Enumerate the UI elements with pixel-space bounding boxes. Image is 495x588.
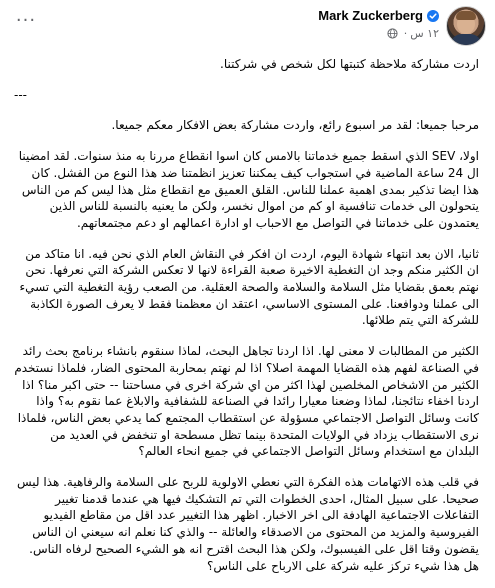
post-paragraph-outage: اولا، SEV الذي اسقط جميع خدماتنا بالامس كان اسوا انقطاع مررنا به منذ سنوات. لقد امضينا ال 24 ساعة الماضية في استجواب كيف يمكننا تعزيز انظمتنا ضد هذا النوع من الفشل. كان هذا ايضا تذكير بمدى اهمية عملنا للناس. القلق العميق مع انقطاع مثل هذا ليس كم من الناس يتحولون الى خدمات تنافسية او كم من اموال نخسر، ولكن ما يعنيه بالنسبة للناس الذين يعتمدون على خدماتنا في التواصل مع الاحباب او ادارة اعمالهم او دعم مجتمعاتهم.	[18, 149, 479, 230]
post-meta	[387, 27, 439, 40]
post-paragraph-intro: اردت مشاركة ملاحظة كتبتها لكل شخص في شركتنا.	[220, 57, 479, 71]
post-paragraph-greeting: مرحبا جميعا: لقد مر اسبوع رائع، واردت مشاركة بعض الافكار معكم جميعا.	[111, 118, 479, 133]
post-paragraph-claims: الكثير من المطالبات لا معنى لها. اذا اردنا تجاهل البحث، لماذا سنقوم بانشاء برنامج بحث رائد في الصناعة لفهم هذه القضايا المهمة اصلا؟ اذا لم نهتم بمحاربة المحتوى الضار، فلماذا نستخدم الكثير من الاشخاص المخلصين لهذا اكثر من اي شركة اخرى في مساحتنا -- حتى اكبر منا؟ اذا اردنا اخفاء نتائجنا، لماذا وضعنا معيارا رائدا في الصناعة للشفافية والابلاغ عما نقوم به؟ واذا كانت وسائل التواصل الاجتماعي مسؤولة عن استقطاب المجتمع كما يدعي بعض الناس، فلماذا نرى الاستقطاب يزداد في الولايات المتحدة بينما تظل مسطحة او تنخفض في العديد من البلدان مع استخدام وسائل التواصل الاجتماعي في جميع انحاء العالم؟	[14, 344, 479, 459]
post-header	[0, 0, 495, 52]
post-paragraph-profit: في قلب هذه الاتهامات هذه الفكرة التي نعطي الاولوية للربح على السلامة والرفاهية. هذا ليس صحيحا. على سبيل المثال، احدى الخطوات التي تم التشكيك فيها هي عندما قدمنا تغيير التفاعلات الاجتماعية الهادفة الى اخر الاخبار. اظهر هذا التغيير عدد اقل من مقاطع الفيديو الفيروسية والمزيد من المحتوى من الاصدقاء والعائلة -- والذي كنا نعلم انه سيعني ان الناس يقضون وقتا اقل على الفيسبوك، ولكن هذا البحث اقترح انه هو الشيء الصحيح لرفاه الناس. هل هذا شيء تركز عليه شركة على الارباح على الناس؟	[16, 475, 479, 573]
post-body	[14, 56, 479, 588]
post-divider: ---	[14, 87, 27, 102]
post-timestamp[interactable]: ١٢ س	[410, 27, 439, 40]
avatar[interactable]	[446, 6, 486, 46]
more-options-icon[interactable]: ···	[15, 9, 37, 31]
verified-badge-icon	[427, 10, 439, 22]
author-name[interactable]: Mark Zuckerberg	[318, 8, 423, 23]
post-paragraph-testimony: ثانيا، الان بعد انتهاء شهادة اليوم، اردت ان افكر في النقاش العام الذي نحن فيه. انا متاكد من ان الكثير منكم وجد ان التغطية الاخيرة صعبة القراءة لانها لا تعكس الشركة التي نعرفها. نحن نهتم بعمق بقضايا مثل السلامة والسلامة والصحة العقلية. من الصعب رؤية التغطية التي تسيء الى عملنا ودوافعنا. على المستوى الاساسي، اعتقد ان معظمنا فقط لا يعرف الصورة الكاذبة للشركة التي يتم طلائها.	[19, 246, 479, 328]
author-row	[318, 8, 439, 23]
meta-separator: ·	[403, 27, 408, 40]
globe-icon[interactable]	[387, 28, 398, 39]
